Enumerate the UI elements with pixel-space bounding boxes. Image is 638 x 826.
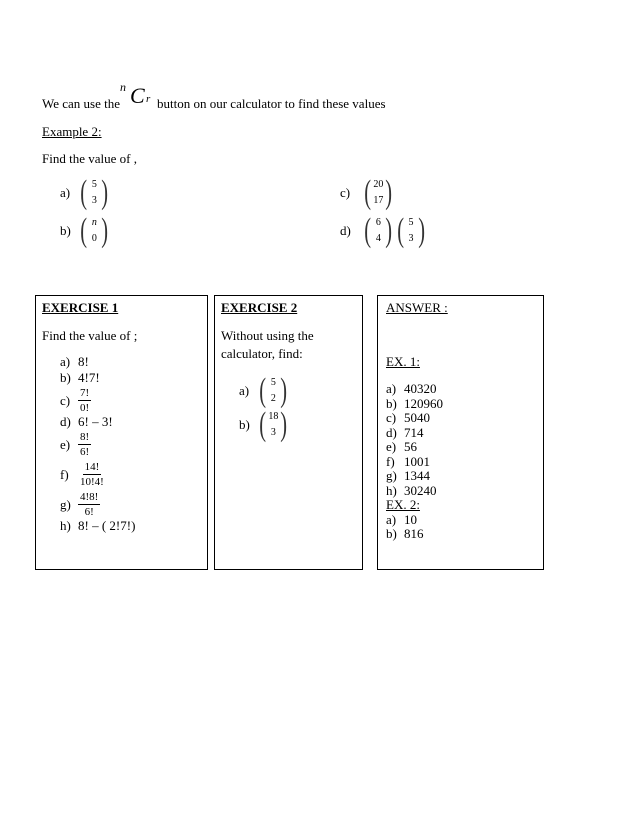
answer-ex1-item: d) 714 [386, 424, 424, 440]
answer-ex1-title: EX. 1: [386, 354, 420, 369]
binomial: ( 5 2 ) [259, 372, 288, 409]
answer-ex1-item: e) 56 [386, 439, 417, 454]
ncr-symbol [118, 80, 158, 106]
exercise2-item-a: a) ( 5 2 ) [239, 374, 290, 408]
exercise1-item-c: c) $\frac{7!}{0!}$ [60, 387, 90, 414]
answer-ex1-item: a) 40320 [386, 381, 437, 396]
example-item-d: d) ( 6 4 ) ( 5 3 ) [340, 214, 427, 248]
example-item-a: a) ( 5 3 ) [60, 176, 111, 210]
intro-prefix: We can use the [42, 96, 120, 111]
example-item-b: b) ( n 0 ) [60, 214, 111, 248]
exercise1-item-a: a) 8! [60, 354, 89, 369]
answer-ex2-item: a) 10 [386, 511, 417, 527]
binomial: ( 20 17 ) [364, 174, 393, 211]
binomial: ( 6 4 ) [364, 212, 393, 249]
binomial: ( 18 3 ) [259, 406, 288, 443]
exercise2-item-b: b) ( 18 3 ) [239, 408, 290, 442]
exercise1-prompt: Find the value of ; [42, 328, 138, 343]
exercise1-item-g: g) $\frac{4!8!}{6!}$ [60, 491, 99, 518]
exercise1-item-f: f) $\frac{14!}{10!4!}$ [60, 461, 104, 488]
binomial: ( n 0 ) [80, 212, 109, 249]
fraction: $\frac{4!8!}{6!}$ [80, 491, 99, 518]
fraction: $\frac{14!}{10!4!}$ [80, 461, 104, 488]
answer-ex2-item: b) 816 [386, 526, 424, 541]
example-item-c: c) ( 20 17 ) [340, 176, 395, 210]
answer-ex1-item: h) 30240 [386, 482, 437, 498]
exercise1-item-e: e) $\frac{8!}{6!}$ [60, 431, 90, 458]
ncr-superscript: n [120, 80, 126, 94]
fraction: $\frac{8!}{6!}$ [80, 431, 90, 458]
ncr-main: C [130, 83, 145, 108]
binomial: ( 5 3 ) [80, 174, 109, 211]
exercise1-title: EXERCISE 1 [42, 300, 119, 315]
exercise1-box [35, 295, 208, 570]
example-prompt: Find the value of , [42, 151, 137, 166]
exercise1-item-d: d) 6! – 3! [60, 414, 113, 429]
answer-ex1-item: b) 120960 [386, 395, 443, 411]
intro-suffix: button on our calculator to find these values [157, 96, 386, 111]
answer-box [377, 295, 544, 570]
answer-ex1-item: c) 5040 [386, 410, 430, 425]
exercise2-prompt-line2: calculator, find: [221, 346, 303, 361]
binomial: ( 5 3 ) [396, 212, 426, 249]
answer-ex1-list [386, 382, 443, 542]
ncr-subscript: r [146, 93, 151, 105]
answer-ex2-title: EX. 2: [386, 497, 420, 512]
exercise1-item-b: b) 4!7! [60, 370, 100, 385]
answer-ex1-item: g) 1344 [386, 468, 430, 483]
answer-title: ANSWER : [386, 300, 448, 315]
example-title: Example 2: [42, 124, 102, 139]
exercise2-box [214, 295, 363, 570]
fraction: $\frac{7!}{0!}$ [80, 387, 90, 414]
answer-ex1-item: f) 1001 [386, 453, 430, 469]
exercise2-prompt-line1: Without using the [221, 328, 314, 343]
exercise2-title: EXERCISE 2 [221, 300, 298, 315]
exercise1-item-h: h) 8! – ( 2!7!) [60, 518, 136, 533]
